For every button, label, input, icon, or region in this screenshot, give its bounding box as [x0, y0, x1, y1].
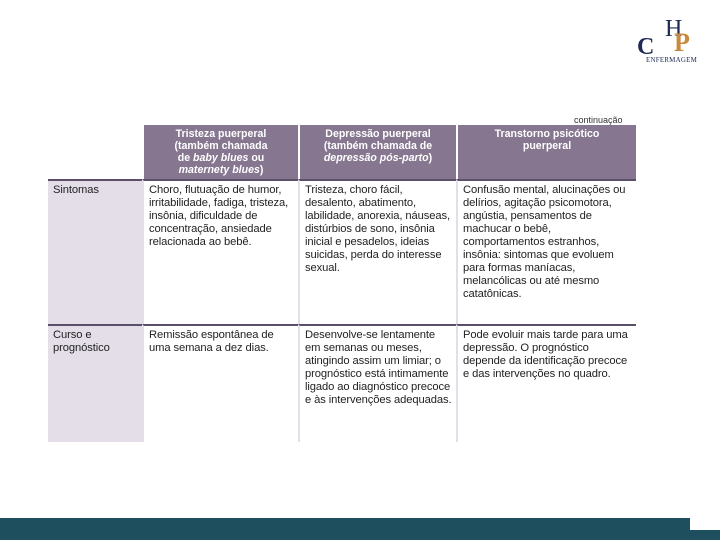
table-row-sintomas [48, 179, 636, 324]
header-tristeza-italic1: baby blues [193, 152, 249, 164]
header-tristeza-line4: ) [259, 164, 264, 176]
header-tristeza-line3b: ou [248, 152, 265, 164]
header-transtorno [456, 125, 636, 179]
logo-letter-p: P [674, 28, 690, 57]
header-tristeza [142, 125, 298, 179]
cell-curso-transtorno: Pode evoluir mais tarde para uma depressão. O prognóstico depende da identificação precoce e das intervenções no quadro. [456, 324, 636, 442]
logo [632, 14, 712, 70]
cell-sintomas-tristeza: Choro, flutuação de humor, irritabilidade, fadiga, tristeza, insônia, dificuldade de concentração, ansiedade relacionada ao bebê. [142, 179, 298, 324]
row-label-curso: Curso e prognóstico [48, 324, 142, 442]
header-depressao [298, 125, 456, 179]
continuation-label: continuação [574, 115, 623, 125]
comparison-table [48, 125, 636, 442]
row-label-sintomas: Sintomas [48, 179, 142, 324]
header-tristeza-line2: (também chamada [174, 140, 268, 152]
logo-letter-h: H [665, 16, 683, 42]
footer-line [0, 530, 720, 540]
header-transtorno-line1: Transtorno psicótico [494, 128, 600, 140]
cell-sintomas-transtorno: Confusão mental, alucinações ou delírios, agitação psicomotora, angústia, pensamentos de machucar o bebê, comportamentos estranhos, insônia: sintomas que evoluem para formas maníacas, melancólicas ou até mesmo catatônicas. [456, 179, 636, 324]
header-tristeza-line1: Tristeza puerperal [175, 128, 267, 140]
header-row [48, 125, 636, 179]
logo-subtitle: ENFERMAGEM [646, 56, 698, 64]
cell-curso-tristeza: Remissão espontânea de uma semana a dez dias. [142, 324, 298, 442]
header-tristeza-line3a: de [177, 152, 194, 164]
cell-sintomas-depressao: Tristeza, choro fácil, desalento, abatimento, labilidade, anorexia, náuseas, distúrbios de sono, insônia inicial e pesadelos, ideias suicidas, perda do interesse sexual. [298, 179, 456, 324]
cell-curso-depressao: Desenvolve-se lentamente em semanas ou meses, atingindo assim um limiar; o prognóstico está intimamente ligado ao diagnóstico precoce e às intervenções adequadas. [298, 324, 456, 442]
header-depressao-italic1: depressão pós-parto [323, 152, 429, 164]
header-transtorno-line2: puerperal [522, 140, 572, 152]
header-depressao-line3b: ) [428, 152, 433, 164]
table-row-curso [48, 324, 636, 442]
header-corner [48, 125, 142, 179]
logo-letter-c: C [637, 34, 655, 60]
header-tristeza-italic2: maternety blues [178, 164, 260, 176]
header-depressao-line1: Depressão puerperal [325, 128, 431, 140]
header-depressao-line2: (também chamada de [323, 140, 433, 152]
